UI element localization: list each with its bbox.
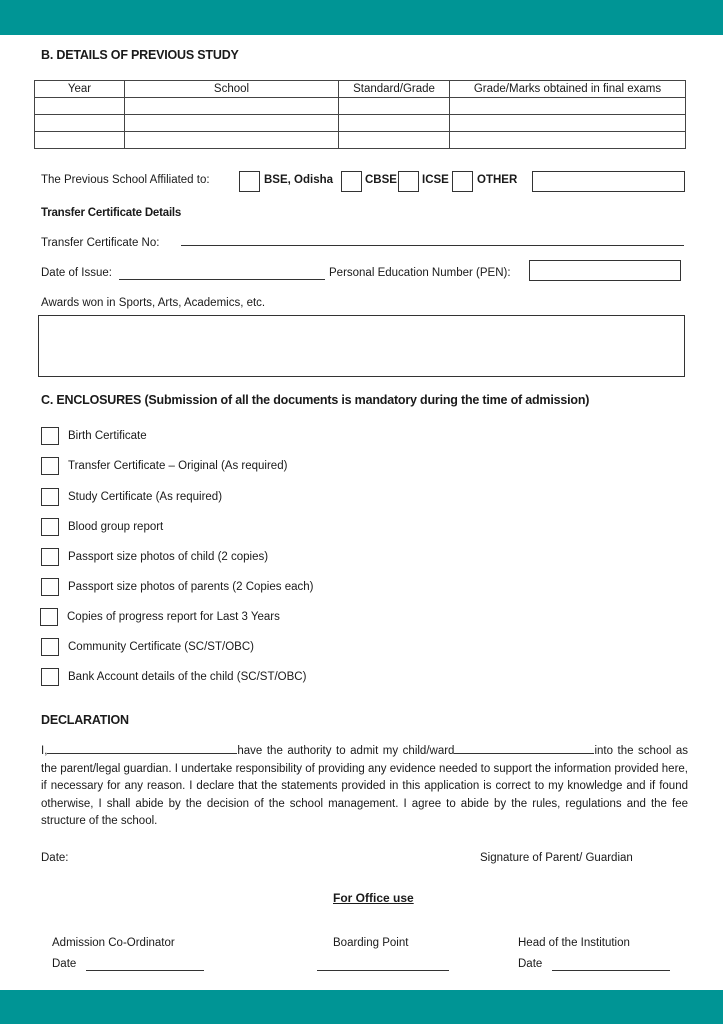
office-use-title: For Office use	[333, 891, 414, 905]
table-header-row	[35, 81, 686, 98]
awards-field[interactable]	[38, 315, 685, 377]
tc-details-title: Transfer Certificate Details	[41, 207, 182, 219]
enclosure-item	[41, 668, 306, 686]
table-row	[35, 132, 686, 149]
pen-label: Personal Education Number (PEN):	[329, 267, 511, 279]
checkbox[interactable]	[41, 548, 59, 566]
cell-year[interactable]	[35, 115, 125, 132]
cell-year[interactable]	[35, 132, 125, 149]
enclosure-label: Community Certificate (SC/ST/OBC)	[68, 641, 254, 653]
previous-study-table	[34, 80, 686, 149]
declaration-text	[41, 741, 688, 831]
declaration-part3: into the school as the parent/legal guardian. I undertake responsibility of providing any evidence needed to support the information provided here, if necessary for any reason. I declare that the statements provided in this application is correct to my knowledge and if found otherwise, I shall abide by the decision of the school management. I agree to abide by the rules, regulations and the fee structure of the school.	[41, 745, 688, 827]
option-label-cbse: CBSE	[365, 174, 397, 186]
enclosure-label: Passport size photos of child (2 copies)	[68, 551, 269, 563]
checkbox[interactable]	[41, 638, 59, 656]
enclosure-item	[40, 608, 280, 626]
declaration-part2: have the authority to admit my child/ward	[237, 745, 455, 757]
enclosure-label: Birth Certificate	[68, 430, 147, 442]
affiliation-label: The Previous School Affiliated to:	[41, 174, 210, 186]
coordinator-date-label: Date	[52, 958, 77, 970]
enclosure-item	[41, 518, 163, 536]
checkbox[interactable]	[41, 518, 59, 536]
enclosure-label: Blood group report	[68, 521, 164, 533]
tc-no-field[interactable]	[181, 245, 684, 246]
enclosure-item	[41, 548, 268, 566]
admission-coordinator-label: Admission Co-Ordinator	[52, 937, 175, 949]
boarding-point-field[interactable]	[317, 970, 449, 971]
column-header-marks: Grade/Marks obtained in final exams	[450, 81, 686, 98]
date-of-issue-label: Date of Issue:	[41, 267, 112, 279]
checkbox-icse[interactable]	[398, 171, 419, 192]
other-affiliation-field[interactable]	[532, 171, 685, 192]
date-of-issue-field[interactable]	[119, 279, 325, 280]
checkbox[interactable]	[41, 457, 59, 475]
pen-field[interactable]	[529, 260, 681, 281]
header-band	[0, 0, 723, 35]
enclosure-item	[41, 457, 287, 475]
cell-marks[interactable]	[450, 98, 686, 115]
head-date-field[interactable]	[552, 970, 670, 971]
enclosure-label: Copies of progress report for Last 3 Years	[67, 611, 280, 623]
table-row	[35, 98, 686, 115]
head-institution-label: Head of the Institution	[518, 937, 630, 949]
enclosure-label: Transfer Certificate – Original (As required)	[68, 460, 288, 472]
coordinator-date-field[interactable]	[86, 970, 204, 971]
head-date-label: Date	[518, 958, 543, 970]
section-c-title: C. ENCLOSURES (Submission of all the documents is mandatory during the time of admission)	[41, 393, 590, 407]
column-header-standard: Standard/Grade	[339, 81, 450, 98]
column-header-year: Year	[35, 81, 125, 98]
checkbox[interactable]	[41, 488, 59, 506]
checkbox-cbse[interactable]	[341, 171, 362, 192]
cell-school[interactable]	[125, 132, 339, 149]
tc-no-label: Transfer Certificate No:	[41, 237, 160, 249]
checkbox[interactable]	[40, 608, 58, 626]
signature-label: Signature of Parent/ Guardian	[480, 852, 633, 864]
option-label-other: OTHER	[477, 174, 518, 186]
enclosure-item	[41, 427, 147, 445]
section-b-title: B. DETAILS OF PREVIOUS STUDY	[41, 48, 239, 62]
enclosure-label: Study Certificate (As required)	[68, 491, 223, 503]
checkbox[interactable]	[41, 578, 59, 596]
boarding-point-label: Boarding Point	[333, 937, 409, 949]
checkbox[interactable]	[41, 427, 59, 445]
cell-school[interactable]	[125, 115, 339, 132]
enclosure-label: Bank Account details of the child (SC/ST/OBC)	[68, 671, 307, 683]
option-label-bse-odisha: BSE, Odisha	[264, 174, 334, 186]
declaration-part1: I,	[41, 745, 48, 757]
awards-label: Awards won in Sports, Arts, Academics, etc.	[41, 297, 266, 309]
cell-school[interactable]	[125, 98, 339, 115]
checkbox-bse-odisha[interactable]	[239, 171, 260, 192]
cell-standard[interactable]	[339, 98, 450, 115]
declaration-title: DECLARATION	[41, 713, 129, 727]
declaration-date-label: Date:	[41, 852, 69, 864]
cell-standard[interactable]	[339, 115, 450, 132]
enclosure-label: Passport size photos of parents (2 Copies each)	[68, 581, 314, 593]
cell-marks[interactable]	[450, 132, 686, 149]
enclosure-item	[41, 488, 222, 506]
parent-name-blank[interactable]	[47, 741, 237, 754]
child-name-blank[interactable]	[454, 741, 594, 754]
cell-year[interactable]	[35, 98, 125, 115]
cell-standard[interactable]	[339, 132, 450, 149]
option-label-icse: ICSE	[422, 174, 449, 186]
cell-marks[interactable]	[450, 115, 686, 132]
checkbox[interactable]	[41, 668, 59, 686]
table-row	[35, 115, 686, 132]
footer-band	[0, 990, 723, 1024]
enclosure-item	[41, 578, 313, 596]
column-header-school: School	[125, 81, 339, 98]
checkbox-other[interactable]	[452, 171, 473, 192]
enclosure-item	[41, 638, 254, 656]
